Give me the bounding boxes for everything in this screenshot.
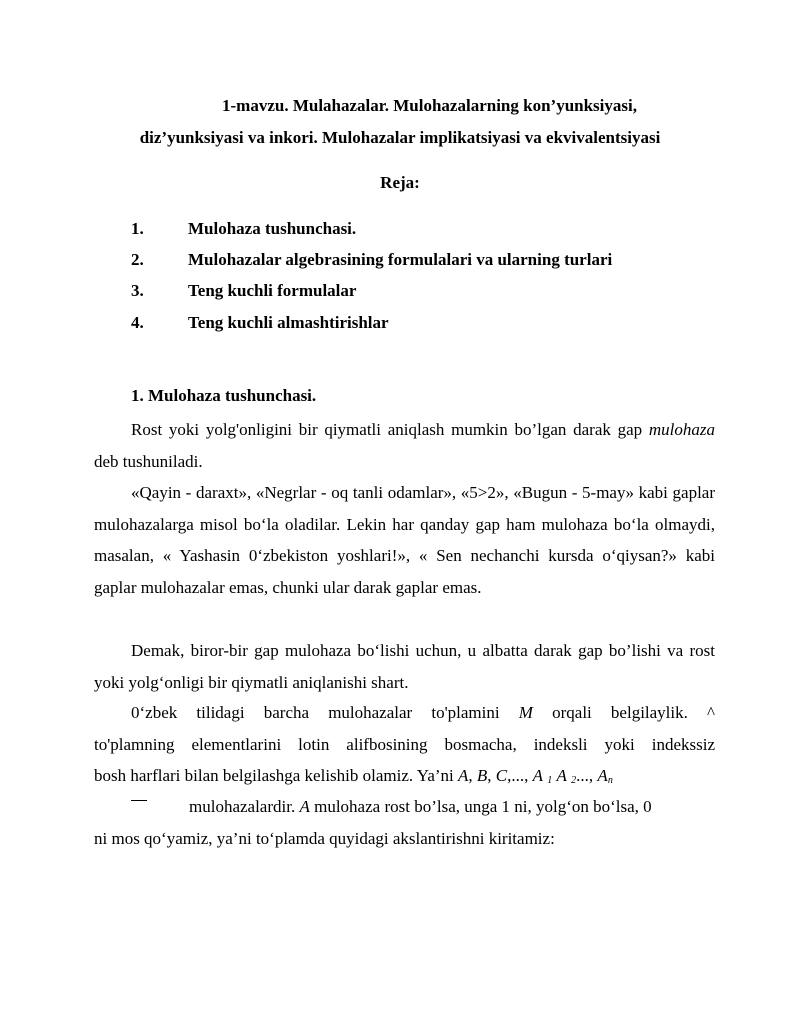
plan-item-number: 1.: [131, 219, 144, 238]
plan-item-text: Teng kuchli almashtirishlar: [188, 313, 389, 332]
plan-item-text: Mulohaza tushunchasi.: [188, 219, 357, 238]
paragraph-text: mulohaza rost bo’lsa, unga 1 ni, yolg‘on bo‘lsa, 0: [314, 797, 652, 816]
subscript: n: [607, 775, 613, 786]
paragraph-text: bosh harflari bilan belgilashga kelishib olamiz. Ya’ni: [94, 766, 454, 785]
plan-item-text: Mulohazalar algebrasining formulalari va ularning turlari: [188, 250, 613, 269]
variable: A: [597, 766, 608, 785]
paragraph-text: Rost yoki yolg'onligini bir qiymatli aniqlash mumkin bo’lgan darak gap: [131, 420, 643, 439]
term-mulohaza: mulohaza: [648, 420, 715, 439]
plan-item-2: [131, 250, 612, 270]
section-heading: 1. Mulohaza tushunchasi.: [131, 386, 317, 405]
variable: C: [495, 766, 508, 785]
variable: A: [299, 797, 310, 816]
variable: A: [556, 766, 567, 785]
set-variable: M: [518, 703, 533, 722]
paragraph-examples: «Qayin - daraxt», «Negrlar - oq tanli odamlar», «5>2», «Bugun - 5-may» kabi gaplar mulohazalarga misol bo‘la oladilar. Lekin har qanday gap ham mulohaza bo‘la olmaydi, masalan, « Yashasin 0‘zbekiston yoshlari!», « Sen nechanchi kursda o‘qiysan?» kabi gaplar mulohazalar emas, chunki ular darak gaplar emas.: [94, 483, 715, 597]
plan-heading: Reja:: [380, 173, 420, 192]
plan-item-3: [131, 281, 356, 301]
paragraph-text: mulohazalardir.: [189, 797, 296, 816]
subscript: 1: [547, 775, 553, 786]
plan-item-4: [131, 313, 389, 333]
plan-item-number: 2.: [131, 250, 144, 269]
plan-item-1: [131, 219, 356, 239]
paragraph-set-line-2: to'plamning elementlarini lotin alifbosining bosmacha, indeksli yoki indekssiz: [94, 735, 715, 754]
variable: A: [458, 766, 469, 785]
plan-item-number: 3.: [131, 281, 144, 300]
paragraph-text: deb tushuniladi.: [94, 451, 203, 471]
paragraph-text: ...,: [576, 766, 594, 785]
paragraph-definition: [94, 414, 715, 477]
variable: B: [476, 766, 488, 785]
paragraph-conclusion: Demak, biror-bir gap mulohaza bo‘lishi uchun, u albatta darak gap bo’lishi va rost yoki yolg‘onligi bir qiymatli aniqlanishi shart.: [94, 641, 715, 692]
plan-item-text: Teng kuchli formulalar: [188, 281, 357, 300]
dash-mark: [131, 800, 147, 801]
title-line-2: diz’yunksiyasi va inkori. Mulohazalar implikatsiyasi va ekvivalentsiyasi: [139, 128, 661, 147]
paragraph-text: orqali belgilaylik. ^: [552, 703, 716, 722]
title-line-1: 1-mavzu. Mulahazalar. Mulohazalarning kon’yunksiyasi,: [222, 96, 637, 115]
variable: A: [532, 766, 544, 785]
paragraph-set-line-4: [189, 797, 652, 817]
plan-item-number: 4.: [131, 313, 144, 332]
paragraph-set-line-1: [94, 703, 715, 723]
subscript: 2: [571, 775, 577, 786]
paragraph-set-line-5: ni mos qo‘yamiz, ya’ni to‘plamda quyidagi akslantirishni kiritamiz:: [94, 829, 555, 848]
paragraph-text: 0‘zbek tilidagi barcha mulohazalar to'plamini: [131, 703, 500, 722]
paragraph-text: ,...,: [507, 766, 529, 785]
paragraph-set-line-3: bosh harflari bilan belgilashga kelishib olamiz. Ya’ni A, B, C,..., A $_1$ A $_2$..., $A_n$: [94, 766, 613, 786]
